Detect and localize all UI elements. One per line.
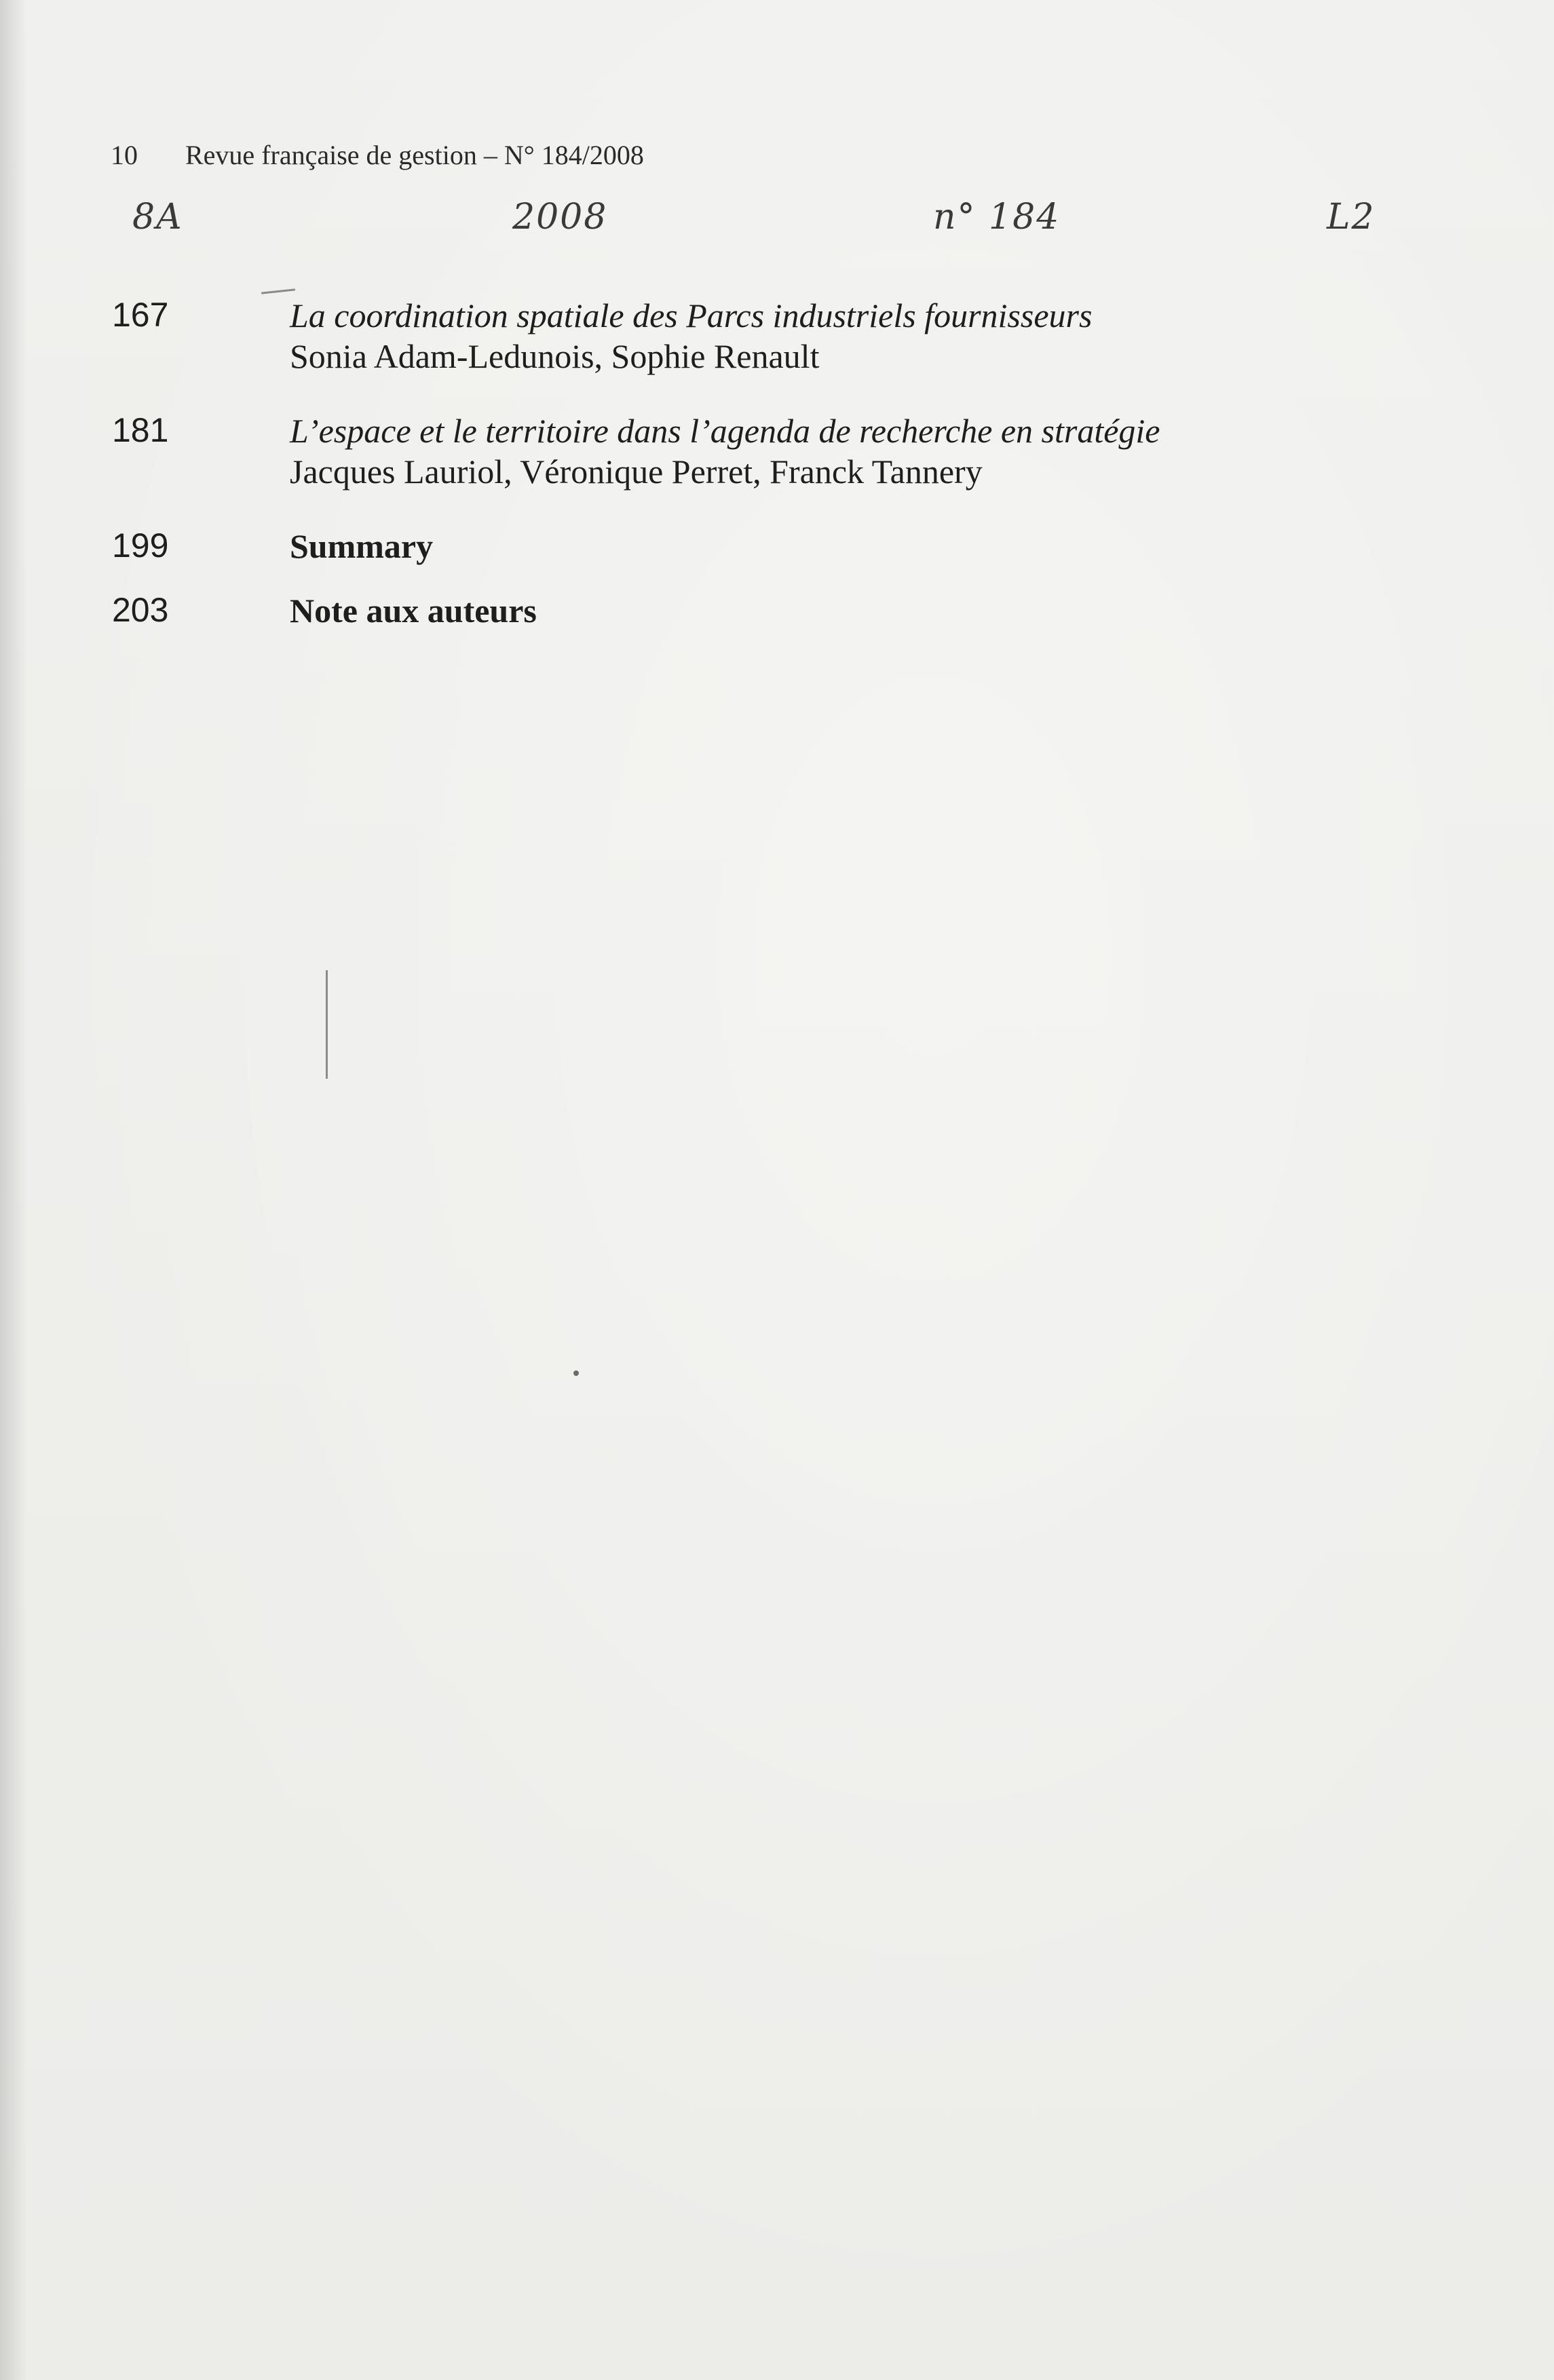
page-edge-shadow [0,0,27,2380]
header-journal-title: Revue française de gestion – N° 184/2008 [185,140,644,170]
toc-title: Summary [290,527,434,565]
handwritten-note-1: 8A [132,197,183,237]
toc-page-number: 167 [112,296,169,334]
toc-page-number: 181 [112,411,169,449]
toc-authors: Jacques Lauriol, Véronique Perret, Franck Tannery [290,453,983,491]
pen-dash-mark [261,288,295,294]
handwritten-note-4: L2 [1327,197,1376,237]
toc-entry-text [290,295,1464,377]
toc-title: Note aux auteurs [290,592,537,630]
toc-page-number: 199 [112,526,169,564]
toc-entry-text [290,410,1464,492]
toc-authors: Sonia Adam-Ledunois, Sophie Renault [290,337,820,375]
toc-page-number: 203 [112,591,169,629]
toc-title: La coordination spatiale des Parcs industriels fournisseurs [290,296,1093,334]
toc-entry-text [290,590,1464,631]
handwritten-note-2: 2008 [512,197,608,237]
pen-stroke-mark [326,970,328,1079]
toc-entry-text [290,526,1464,567]
ink-dot-mark [573,1370,579,1376]
header-page-number: 10 [111,140,138,170]
toc-title: L’espace et le territoire dans l’agenda de recherche en stratégie [290,412,1160,450]
running-header [111,139,644,171]
handwritten-note-3: n° 184 [933,197,1061,237]
